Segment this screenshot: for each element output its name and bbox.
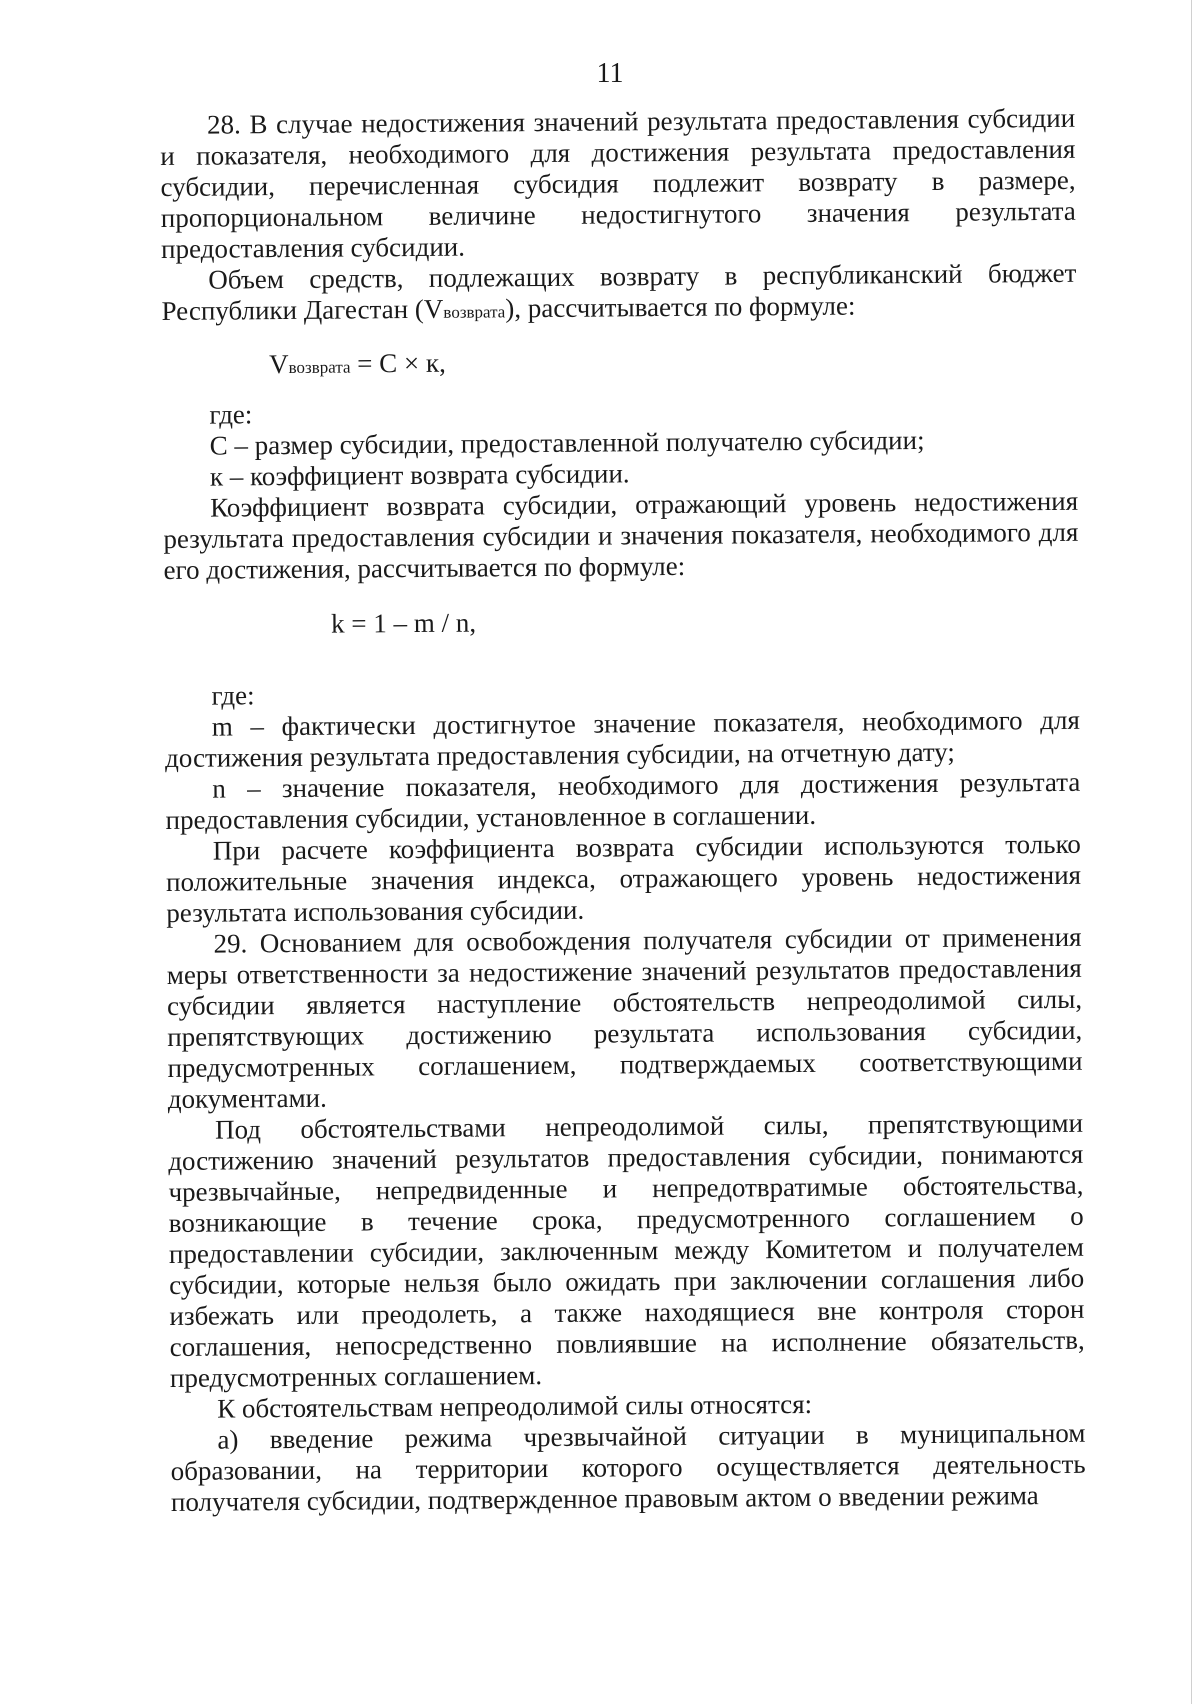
formula1-v: V	[268, 348, 289, 380]
paragraph-volume-intro	[161, 258, 1076, 330]
paragraph-force-majeure-definition: Под обстоятельствами непреодолимой силы, препятствующими достижению значений результатов предоставления субсидии, понимаются чрезвычайные, непредвиденные и непредотвратимые обстоятельства, возникающие в течение срока, предусмотренного соглашением о предоставлении субсидии, заключенным между Комитетом и получателем субсидии, которые нельзя было ожидать при заключении соглашения либо избежать или преодолеть, а также находящиеся вне контроля сторон соглашения, непосредственно повлиявшие на исполнение обязательств, предусмотренных соглашением.	[168, 1107, 1085, 1393]
volume-intro-text: Объем средств, подлежащих возврату в республиканский бюджет Республики Дагестан (V	[161, 257, 1077, 326]
definition-n: n – значение показателя, необходимого для достижения результата предоставления субсидии, установленное в соглашении.	[165, 766, 1081, 835]
volume-end-text: ), рассчитывается по формуле:	[505, 290, 856, 324]
volume-subscript: возврата	[443, 302, 506, 322]
definition-c: С – размер субсидии, предоставленной получателю субсидии;	[209, 425, 925, 461]
list-item-a: а) введение режима чрезвычайной ситуации в муниципальном образовании, на территории которого осуществляется деятельность получателя субсидии, подтвержденное правовым актом о введении режима	[170, 1417, 1086, 1517]
paragraph-positive-values: При расчете коэффициента возврата субсидии используются только положительные значения индекса, отражающего уровень недостижения результата использования субсидии.	[165, 828, 1082, 928]
paragraph-28: 28. В случае недостижения значений результата предоставления субсидии и показателя, необходимого для достижения результата предоставления субсидии, перечисленная субсидия подлежит возврату в размере, пропорциональном величине недостигнутого значения результата предоставления субсидии.	[160, 102, 1076, 264]
document-body	[160, 103, 1086, 1518]
formula1-subscript: возврата	[288, 357, 351, 377]
definition-m: m – фактически достигнутое значение показателя, необходимого для достижения результата предоставления субсидии, на отчетную дату;	[164, 704, 1080, 773]
formula1-rest: = С × к,	[350, 347, 446, 379]
page-number: 11	[596, 58, 624, 89]
page-edge-line	[1191, 0, 1192, 1704]
paragraph-coefficient-intro: Коэффициент возврата субсидии, отражающий уровень недостижения результата предоставления субсидии и значения показателя, необходимого для его достижения, рассчитывается по формуле:	[163, 485, 1079, 585]
paragraph-29: 29. Основанием для освобождения получателя субсидии от применения меры ответственности за недостижение значений результатов предоставления субсидии является наступление обстоятельств непреодолимой силы, препятствующих достижению результата использования субсидии, предусмотренных соглашением, подтверждаемых соответствующими документами.	[166, 921, 1083, 1114]
definition-k: к – коэффициент возврата субсидии.	[209, 458, 630, 492]
paragraph-force-majeure-list-intro: К обстоятельствам непреодолимой силы относятся:	[217, 1388, 813, 1424]
where-label-1: где:	[209, 399, 253, 430]
where-label-2: где:	[211, 680, 255, 711]
formula-coefficient: k = 1 – m / n,	[330, 607, 477, 639]
formula-return-volume	[162, 323, 1078, 400]
